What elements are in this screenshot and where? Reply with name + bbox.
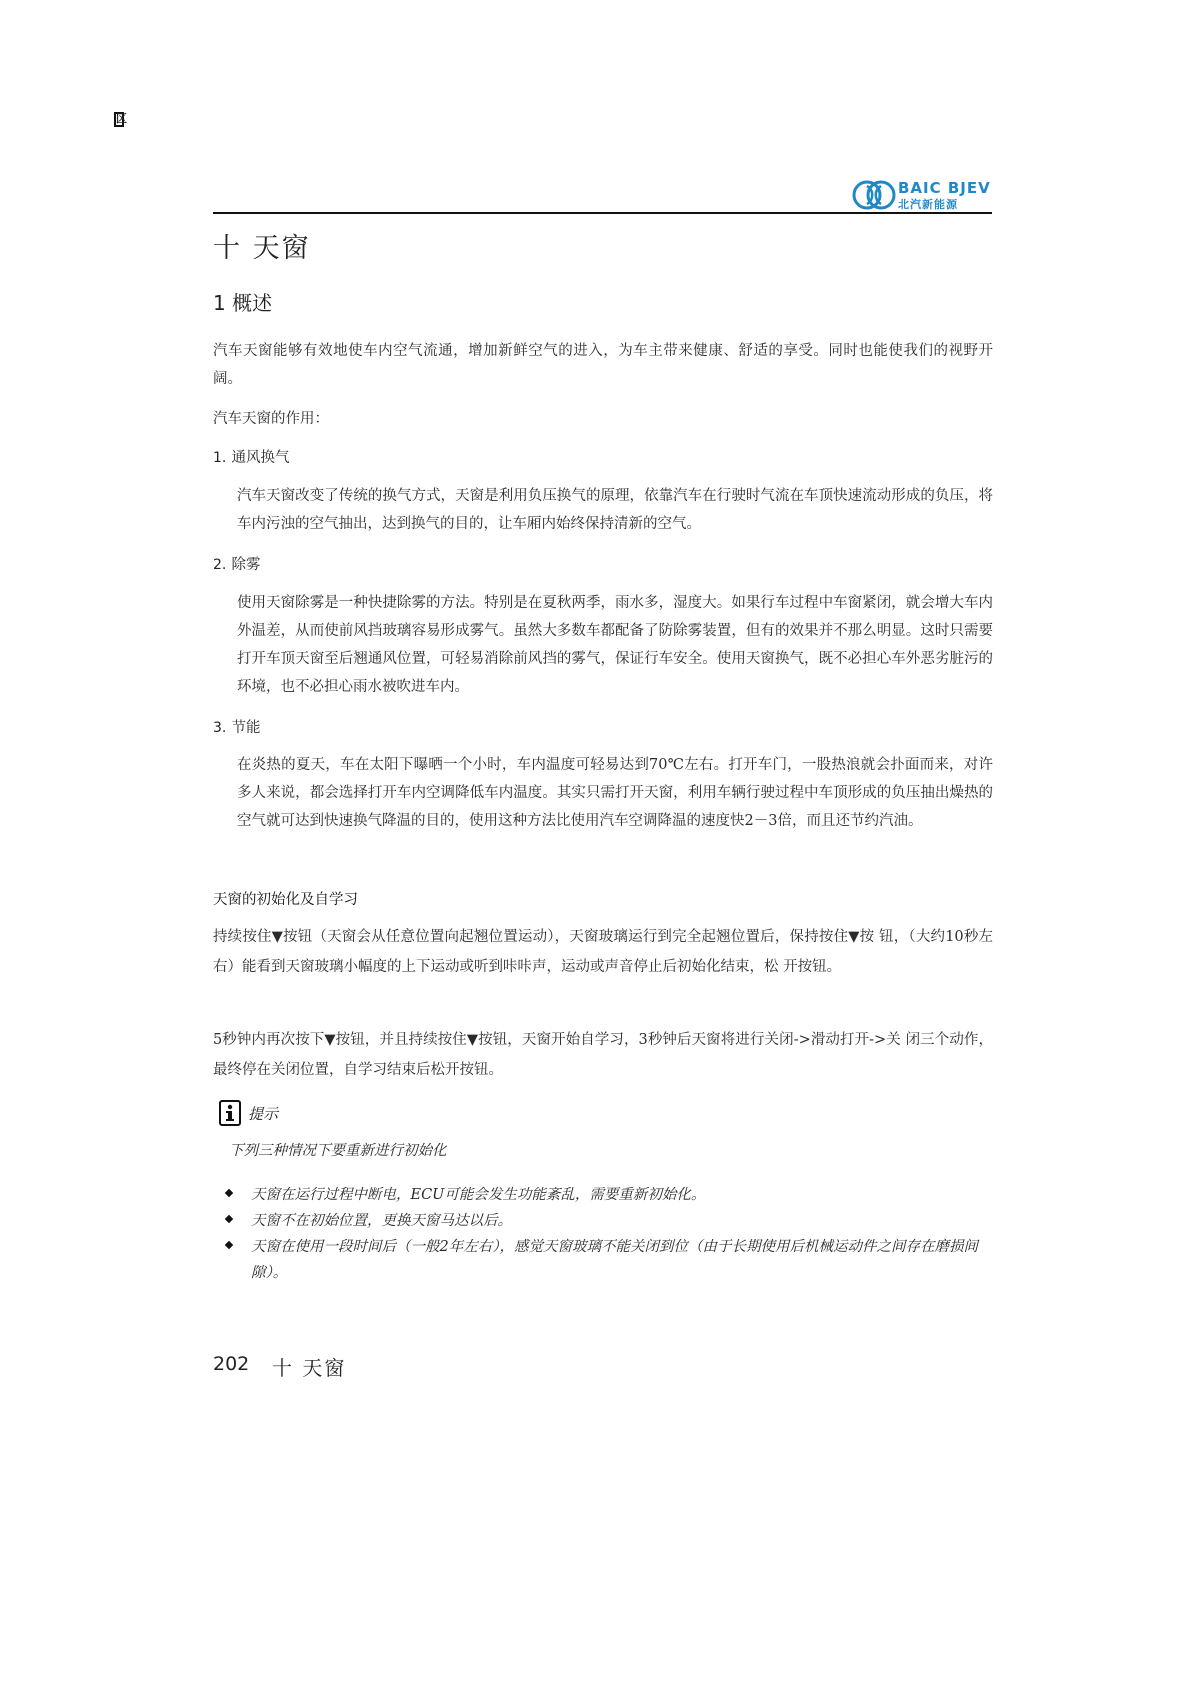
function-item-1-title [213, 444, 289, 472]
function-item-3-title [213, 714, 260, 742]
function-label: 除雾 [231, 557, 261, 573]
chapter-title: 十 天窗 [213, 233, 311, 264]
function-label: 节能 [231, 720, 261, 736]
init-heading: 天窗的初始化及自学习 [213, 892, 358, 908]
tip-item-2: 天窗不在初始位置，更换天窗马达以后。 [251, 1213, 512, 1229]
section-marker: 区 [116, 112, 127, 125]
bullet-icon [225, 1189, 233, 1197]
function-item-1-text: 汽车天窗改变了传统的换气方式，天窗是利用负压换气的原理，依靠汽车在行驶时气流在车顶快速流动形成的负压，将车内污浊的空气抽出，达到换气的目的，让车厢内始终保持清新的空气。 [237, 488, 993, 532]
logo-text-cn: 北汽新能源 [898, 198, 958, 211]
page-number: 202 [213, 1353, 250, 1375]
baic-logo-icon [852, 178, 896, 212]
bullet-icon [225, 1241, 233, 1249]
function-number: 2. [213, 557, 227, 573]
function-number: 1. [213, 450, 227, 466]
info-icon [219, 1100, 241, 1126]
tip-label: 提示 [248, 1105, 279, 1123]
function-item-2-title [213, 551, 260, 579]
section-title: 1 概述 [213, 291, 273, 315]
info-glyph-icon [221, 1102, 239, 1124]
bullet-icon [225, 1215, 233, 1223]
tip-item-3: 天窗在使用一段时间后（一般2年左右），感觉天窗玻璃不能关闭到位（由于长期使用后机械运动件之间存在磨损间隙）。 [251, 1239, 978, 1281]
tip-item-1: 天窗在运行过程中断电，ECU可能会发生功能紊乱，需要重新初始化。 [251, 1187, 706, 1203]
init-paragraph-1: 持续按住▼按钮（天窗会从任意位置向起翘位置运动），天窗玻璃运行到完全起翘位置后，保持按住▼按 钮，（大约10秒左右）能看到天窗玻璃小幅度的上下运动或听到咔咔声，运动或声音停止后初始化结束，松 开按钮。 [213, 929, 993, 975]
header-divider [213, 212, 992, 214]
function-item-2-text: 使用天窗除雾是一种快捷除雾的方法。特别是在夏秋两季，雨水多，湿度大。如果行车过程中车窗紧闭，就会增大车内外温差，从而使前风挡玻璃容易形成雾气。虽然大多数车都配备了防除雾装置，但有的效果并不那么明显。这时只需要打开车顶天窗至后翘通风位置，可轻易消除前风挡的雾气，保证行车安全。使用天窗换气，既不必担心车外恶劣脏污的环境，也不必担心雨水被吹进车内。 [237, 595, 993, 695]
intro-paragraph: 汽车天窗能够有效地使车内空气流通，增加新鲜空气的进入，为车主带来健康、舒适的享受。同时也能使我们的视野开阔。 [213, 343, 993, 387]
footer-chapter: 十 天窗 [272, 1356, 347, 1380]
functions-heading: 汽车天窗的作用： [213, 411, 329, 427]
function-number: 3. [213, 720, 227, 736]
function-label: 通风换气 [231, 450, 290, 466]
tip-intro: 下列三种情况下要重新进行初始化 [229, 1143, 447, 1159]
init-paragraph-2: 5秒钟内再次按下▼按钮，并且持续按住▼按钮，天窗开始自学习，3秒钟后天窗将进行关闭->滑动打开->关 闭三个动作，最终停在关闭位置，自学习结束后松开按钮。 [213, 1032, 993, 1078]
function-item-3-text: 在炎热的夏天，车在太阳下曝晒一个小时，车内温度可轻易达到70℃左右。打开车门，一股热浪就会扑面而来，对许多人来说，都会选择打开车内空调降低车内温度。其实只需打开天窗，利用车辆行驶过程中车顶形成的负压抽出燥热的空气就可达到快速换气降温的目的，使用这种方法比使用汽车空调降温的速度快2－3倍，而且还节约汽油。 [237, 757, 993, 829]
logo-text-en: BAIC BJEV [898, 179, 991, 197]
brand-logo [852, 178, 992, 212]
